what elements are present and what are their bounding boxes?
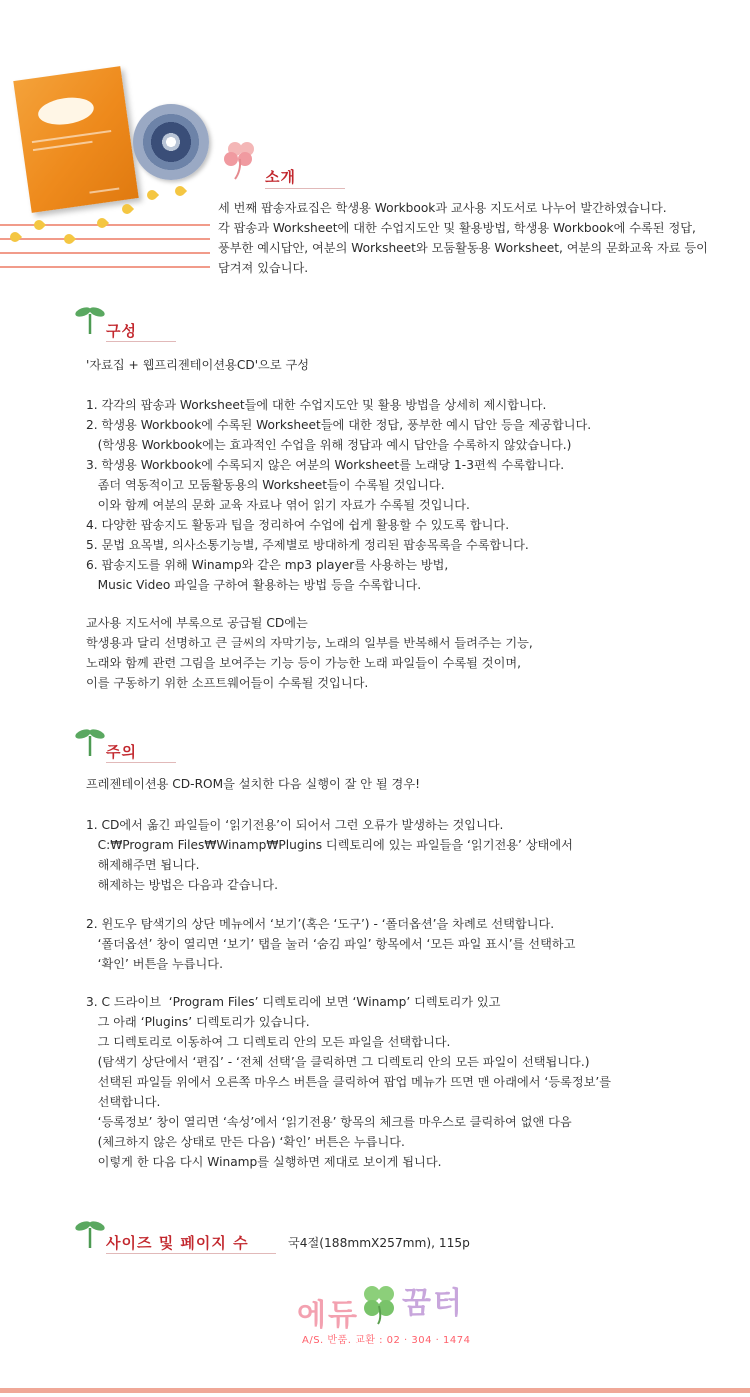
as-contact: A/S. 반품. 교환 : 02 · 304 · 1474 [302, 1335, 471, 1346]
caution-line: ‘등록정보’ 창이 열리면 ‘속성’에서 ‘읽기전용’ 항목의 체크를 마우스로 클릭하여 없앤 다음 [86, 1115, 572, 1129]
heading-underline [106, 762, 176, 763]
cd-line: 노래와 함께 관련 그림을 보여주는 기능 등이 가능한 노래 파일들이 수록될 것이며, [86, 656, 522, 670]
intro-line: 세 번째 팝송자료집은 학생용 Workbook과 교사용 지도서로 나누어 발간하였습니다. [218, 201, 667, 215]
caution-line: 3. C 드라이브 ‘Program Files’ 디렉토리에 보면 ‘Winamp’ 디렉토리가 있고 [86, 995, 501, 1009]
cd-line: 학생용과 달리 선명하고 큰 글씨의 자막기능, 노래의 일부를 반복해서 들려주는 기능, [86, 636, 533, 650]
list-item: 2. 학생용 Workbook에 수록된 Worksheet들에 대한 정답, 풍부한 예시 답안 등을 제공합니다. [86, 418, 592, 432]
section-heading-size: 사이즈 및 페이지 수 [106, 1234, 249, 1252]
book-cover-image [13, 66, 138, 213]
heart-icon [145, 188, 159, 202]
section-heading-intro: 소개 [265, 168, 296, 186]
caution-line: ‘확인’ 버튼을 누릅니다. [86, 957, 223, 971]
caution-line: (탐색기 상단에서 ‘편집’ - ‘전체 선택’을 클릭하면 그 디렉토리 안의 모든 파일이 선택됩니다.) [86, 1055, 590, 1069]
list-item: 6. 팝송지도를 위해 Winamp와 같은 mp3 player를 사용하는 방법, [86, 558, 449, 572]
caution-line: 1. CD에서 옮긴 파일들이 ‘읽기전용’이 되어서 그런 오류가 발생하는 것입니다. [86, 818, 504, 832]
caution-line: 선택된 파일들 위에서 오른쪽 마우스 버튼을 클릭하여 팝업 메뉴가 뜨면 맨 아래에서 ‘등록정보’를 [86, 1075, 612, 1089]
cd-description [86, 613, 533, 693]
list-item: 3. 학생용 Workbook에 수록되지 않은 여분의 Worksheet를 노래당 1-3편씩 수록합니다. [86, 458, 565, 472]
intro-line: 풍부한 예시답안, 여분의 Worksheet와 모둠활동용 Worksheet, 여분의 문화교육 자료 등이 [218, 241, 708, 255]
caution-line: 이렇게 한 다음 다시 Winamp를 실행하면 제대로 보이게 됩니다. [86, 1155, 442, 1169]
list-item: 5. 문법 요목별, 의사소통기능별, 주제별로 방대하게 정리된 팝송목록을 수록합니다. [86, 538, 529, 552]
heading-underline [106, 1253, 276, 1254]
heading-underline [106, 341, 176, 342]
clover-logo-icon [356, 1280, 402, 1326]
heart-icon [120, 202, 134, 216]
caution-block-3 [86, 992, 611, 1172]
heading-underline [265, 188, 345, 189]
heart-icon [62, 232, 76, 246]
sprout-icon [72, 726, 108, 756]
caution-line: 그 아래 ‘Plugins’ 디렉토리가 있습니다. [86, 1015, 310, 1029]
caution-subtitle: 프레젠테이션용 CD-ROM을 설치한 다음 실행이 잘 안 될 경우! [86, 777, 420, 791]
caution-line: 2. 윈도우 탐색기의 상단 메뉴에서 ‘보기’(혹은 ‘도구’) - ‘폴더옵션’을 차례로 선택합니다. [86, 917, 555, 931]
heart-icon [32, 218, 46, 232]
cd-line: 교사용 지도서에 부록으로 공급될 CD에는 [86, 616, 308, 630]
caution-line: 선택합니다. [86, 1095, 161, 1109]
caution-block-2 [86, 914, 575, 974]
caution-line: ‘폴더옵션’ 창이 열리면 ‘보기’ 탭을 눌러 ‘숨김 파일’ 항목에서 ‘모든 파일 표시’를 선택하고 [86, 937, 576, 951]
caution-line: (체크하지 않은 상태로 만든 다음) ‘확인’ 버튼은 누릅니다. [86, 1135, 405, 1149]
caution-line: 그 디렉토리로 이동하여 그 디렉토리 안의 모든 파일을 선택합니다. [86, 1035, 451, 1049]
intro-line: 담겨져 있습니다. [218, 261, 309, 275]
logo-text-left: 에듀 [297, 1298, 359, 1333]
logo-text-right: 꿈터 [402, 1286, 464, 1321]
bottom-accent-bar [0, 1388, 750, 1393]
list-item: 좀더 역동적이고 모둠활동용의 Worksheet들이 수록될 것입니다. [86, 478, 445, 492]
list-item: 이와 함께 여분의 문화 교육 자료나 엮어 읽기 자료가 수록될 것입니다. [86, 498, 470, 512]
composition-subtitle: '자료집 + 웹프리젠테이션용CD'으로 구성 [86, 358, 310, 372]
clover-icon [217, 135, 265, 183]
list-item: 1. 각각의 팝송과 Worksheet들에 대한 수업지도안 및 활용 방법을 상세히 제시합니다. [86, 398, 547, 412]
caution-block-1 [86, 815, 573, 895]
intro-text [218, 198, 708, 278]
size-value: 국4절(188mmX257mm), 115p [288, 1236, 470, 1250]
section-heading-caution: 주의 [106, 743, 137, 761]
caution-line: 해제하는 방법은 다음과 같습니다. [86, 878, 278, 892]
heart-icon [95, 216, 109, 230]
list-item: 4. 다양한 팝송지도 활동과 팁을 정리하여 수업에 쉽게 활용할 수 있도록 합니다. [86, 518, 510, 532]
list-item: (학생용 Workbook에는 효과적인 수업을 위해 정답과 예시 답안을 수록하지 않았습니다.) [86, 438, 572, 452]
sprout-icon [72, 304, 108, 334]
cd-line: 이를 구동하기 위한 소프트웨어들이 수록될 것입니다. [86, 676, 369, 690]
heart-icon [173, 184, 187, 198]
decor-stripe [0, 238, 210, 240]
heart-icon [8, 230, 22, 244]
composition-list [86, 395, 591, 595]
intro-line: 각 팝송과 Worksheet에 대한 수업지도안 및 활용방법, 학생용 Workbook에 수록된 정답, [218, 221, 696, 235]
sprout-icon [72, 1218, 108, 1248]
list-item: Music Video 파일을 구하여 활용하는 방법 등을 수록합니다. [86, 578, 422, 592]
decor-stripe [0, 252, 210, 254]
section-heading-composition: 구성 [106, 322, 137, 340]
cd-disc-image [133, 104, 209, 180]
decor-stripe [0, 266, 210, 268]
caution-line: 해제해주면 됩니다. [86, 858, 200, 872]
caution-line: C:₩Program Files₩Winamp₩Plugins 디렉토리에 있는 파일들을 ‘읽기전용’ 상태에서 [86, 838, 573, 852]
